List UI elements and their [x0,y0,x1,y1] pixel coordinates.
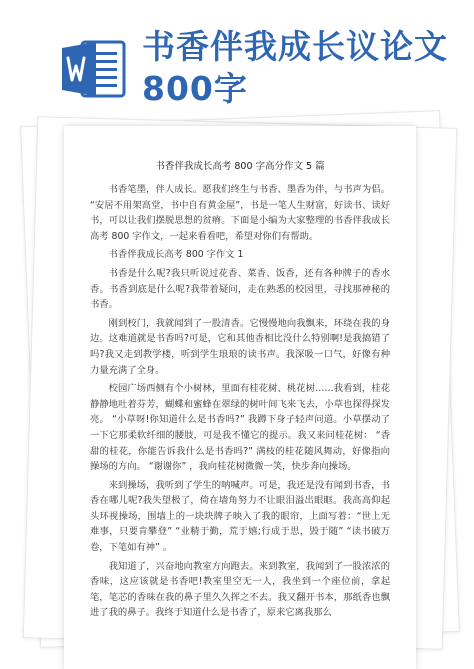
paragraph-intro: 书香笔墨，伴人成长。愿我们终生与书香、墨香为伴，与书声为侣。 “安居不用架高堂，书中自有黄金屋”，书是一笔人生财富，好读书、读好书，可以让我们摆脱思想的贫瘠。下面是小编为大家整理的书香伴我成长高考 800 字作文，一起来看看吧，希望对你们有帮助。 [90,184,390,242]
document-page [64,126,416,669]
document-title: 书香伴我成长高考 800 字高分作文 5 篇 [155,161,325,172]
word-document-icon [60,38,126,100]
paragraph: 刚到校门，我就闻到了一股清香。它慢慢地向我飘来，环绕在我的身边。这难道就是书香吗?可是，它和其他香相比没什么特别啊!是我搞错了吗?我又走到教学楼，听到学生琅琅的读书声。我深吸一口气，好像有种力量充满了全身。 [90,317,390,376]
header-banner [0,0,474,118]
paragraph: 书香是什么呢?我只听说过花香、菜香、饭香，还有各种牌子的香水香。书香到底是什么呢?我带着疑问，走在熟悉的校园里，寻找那神秘的书香。 [90,267,390,311]
paragraph-subtitle: 书香伴我成长高考 800 字作文 1 [108,249,244,261]
paragraph: 我知道了，兴奋地向教室方向跑去。来到教室，我闻到了一股浓浓的香味，这应该就是书香吧!教室里空无一人，我坐到一个座位前，拿起笔，笔芯的香味在我的鼻子里久久挥之不去。我又翻开书本，那纸香也飘进了我的鼻子。我终于知道什么是书香了，原来它离我那么 [90,560,390,619]
page-title: 书香伴我成长议论文800字 [142,27,448,108]
paragraph: 校园广场西侧有个小树林，里面有桂花树、桃花树……我看到，桂花静静地吐着芬芳，蝴蝶和蜜蜂在翠绿的树叶间飞来飞去，小草也探得探发亮。 “小草呀!你知道什么是书香吗?” 我蹲下身子轻声问道。小草摆动了一下它那柔软纤细的腰肢，可是我不懂它的提示。我又来问桂花树： “香甜的桂花，你能告诉我什么是书香吗?” 满枝的桂花随风舞动，好像指向操场的方向。 “谢谢你” ，我向桂花树微微一笑，快步奔向操场。 [90,383,390,473]
paragraph: 来到操场，我听到了学生的呐喊声。可是，我还是没有闻到书香，书香在哪儿呢?我失望极了，倚在墙角努力不让眼泪溢出眼眶。我高高仰起头环视操场，围墙上的一块块牌子映入了我的眼帘，上面写着：“世上无难事，只要肯攀登” “业精于勤，荒于嬉;行成于思，毁于随” “读书破万卷，下笔如有神” 。 [90,479,390,554]
